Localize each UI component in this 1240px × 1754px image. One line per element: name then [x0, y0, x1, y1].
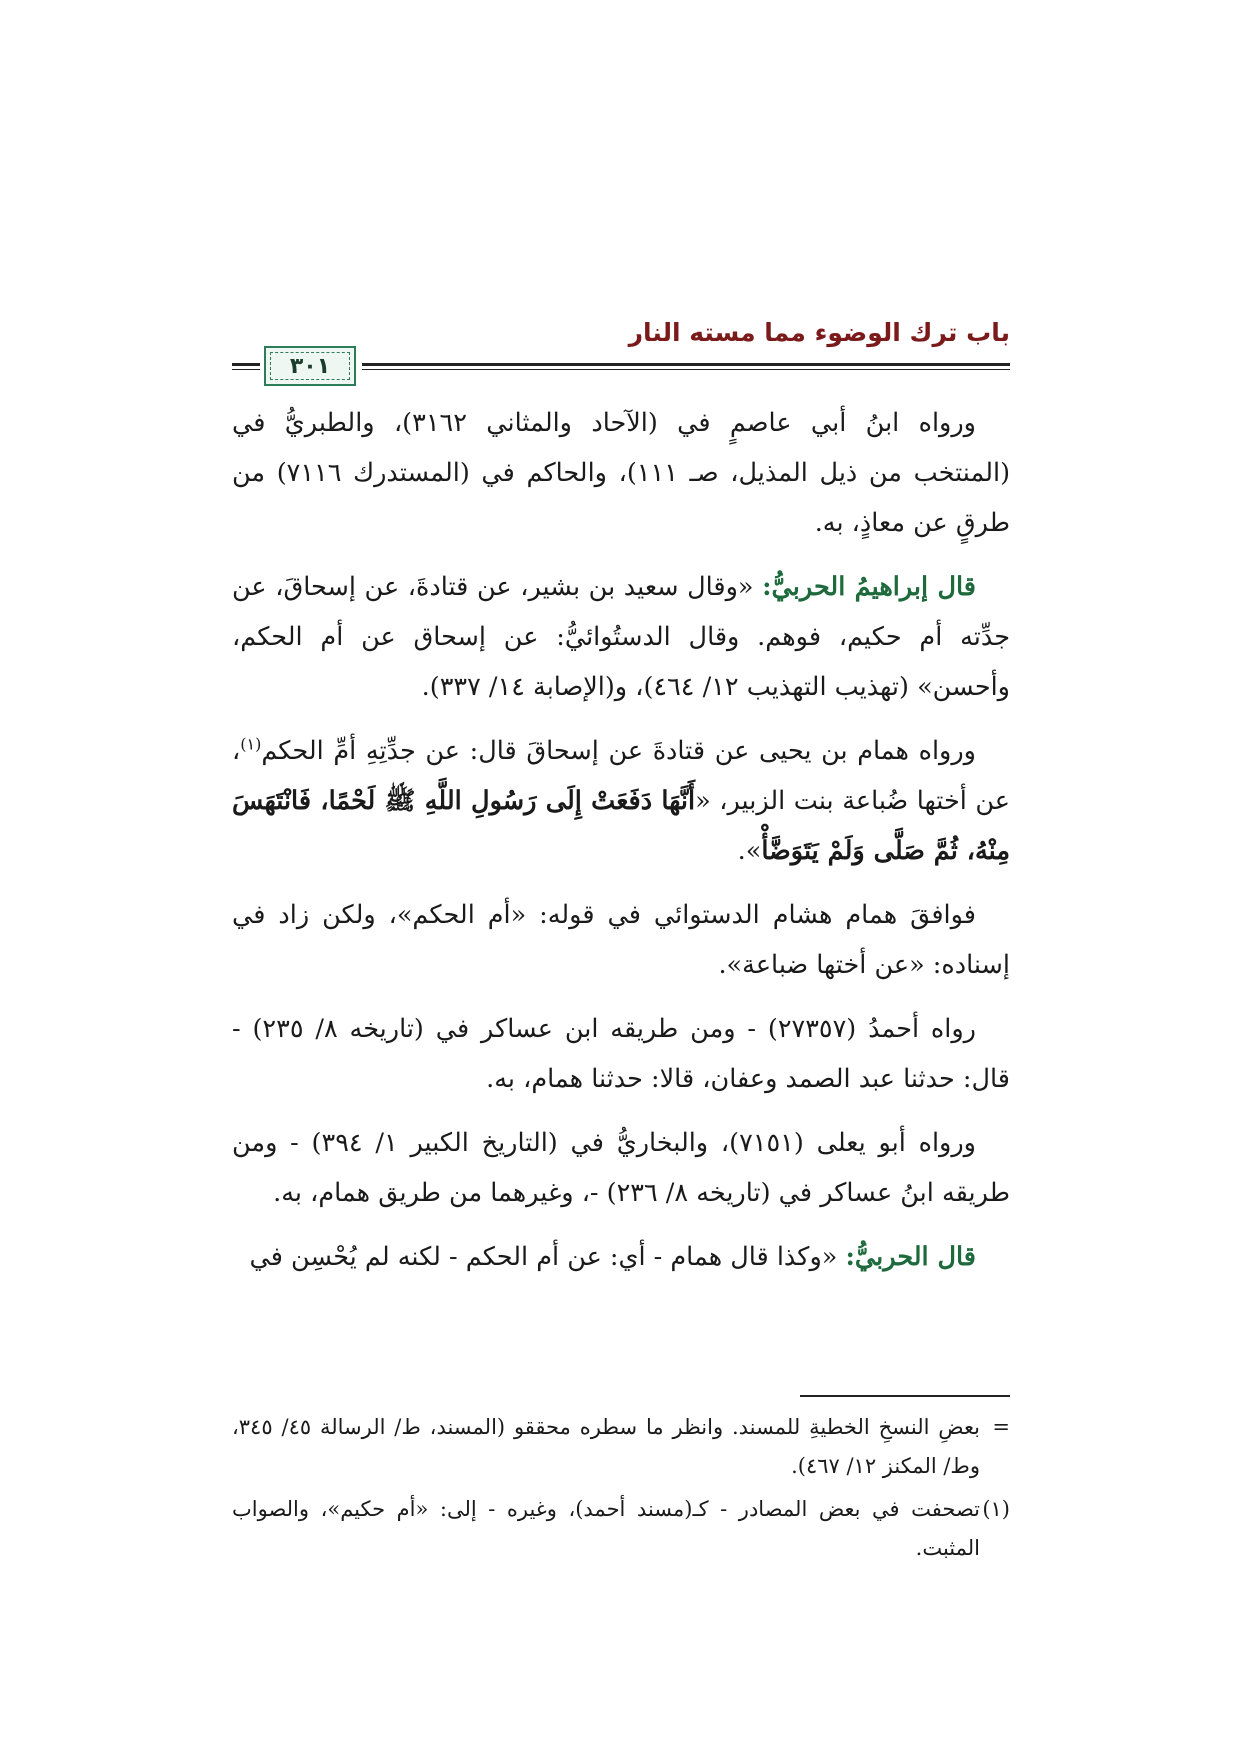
header-rule-thin: [362, 369, 1010, 370]
page-number: ٣٠١: [289, 353, 331, 379]
footnote-1-mark: (١): [982, 1497, 1010, 1521]
paragraph-3-text-a: ورواه همام بن يحيى عن قتادةَ عن إسحاقَ قال: عن جدِّتِهِ أمِّ الحكم: [261, 736, 976, 766]
page-number-frame: [264, 346, 356, 386]
footnote-1-text: تصحفت في بعض المصادر - كـ(مسند أحمد)، وغيره - إلى: «أم حكيم»، والصواب المثبت.: [232, 1497, 980, 1560]
paragraph-3-text-c: ».: [737, 836, 762, 866]
paragraph-3-text-b: ، عن أختها ضُباعة بنت الزبير، «: [232, 736, 1010, 816]
header-rule-left-thick: [232, 363, 260, 366]
paragraph-7: [232, 1232, 1010, 1282]
body-text: [232, 398, 1010, 1296]
header-rule-left-thin: [232, 369, 260, 370]
header-rule-thick: [362, 363, 1010, 366]
footnote-continued-mark: =: [992, 1415, 1010, 1439]
speaker-label-2: قال الحربيُّ:: [845, 1242, 976, 1272]
paragraph-2-text: «وقال سعيد بن بشير، عن قتادةَ، عن إسحاقَ، عن جدِّته أم حكيم، فوهم. وقال الدستُوائيُّ: عن إسحاق عن أم الحكم، وأحسن» (تهذيب التهذيب ١٢/ ٤٦٤)، و(الإصابة ١٤/ ٣٣٧).: [232, 572, 1010, 702]
speaker-label: قال إبراهيمُ الحربيُّ:: [762, 572, 976, 602]
footnotes: [232, 1408, 1010, 1572]
paragraph-3: [232, 726, 1010, 876]
hadith-text: أَنَّهَا دَفَعَتْ إِلَى رَسُولِ اللَّهِ ﷺ لَحْمًا، فَانْتَهَسَ مِنْهُ، ثُمَّ صَلَّى وَلَمْ يَتَوَضَّأْ: [232, 786, 1010, 866]
chapter-title: باب ترك الوضوء مما مسته النار: [628, 318, 1010, 347]
paragraph-5: رواه أحمدُ (٢٧٣٥٧) - ومن طريقه ابن عساكر في (تاريخه ٨/ ٢٣٥) - قال: حدثنا عبد الصمد وعفان، قالا: حدثنا همام، به.: [232, 1014, 1010, 1094]
footnote-continued-text: بعضِ النسخِ الخطيةِ للمسند. وانظر ما سطره محققو (المسند، ط/ الرسالة ٤٥/ ٣٤٥، وط/ المكنز ١٢/ ٤٦٧).: [232, 1415, 980, 1478]
footnote-continued: [232, 1408, 1010, 1486]
paragraph-6: ورواه أبو يعلى (٧١٥١)، والبخاريُّ في (التاريخ الكبير ١/ ٣٩٤) - ومن طريقه ابنُ عساكر في (تاريخه ٨/ ٢٣٦) -، وغيرهما من طريق همام، به.: [232, 1128, 1010, 1208]
footnote-separator: [800, 1395, 1010, 1397]
page-header: [232, 318, 1010, 388]
paragraph-1: ورواه ابنُ أبي عاصمٍ في (الآحاد والمثاني ٣١٦٢)، والطبريُّ في (المنتخب من ذيل المذيل، صـ ١١١)، والحاكم في (المستدرك ٧١١٦) من طرقٍ عن معاذٍ، به.: [232, 408, 1011, 538]
footnote-1: [232, 1490, 1010, 1568]
paragraph-4: فوافقَ همام هشام الدستوائي في قوله: «أم الحكم»، ولكن زاد في إسناده: «عن أختها ضباعة».: [232, 900, 1010, 980]
paragraph-2: [232, 562, 1010, 712]
paragraph-7-text: «وكذا قال همام - أي: عن أم الحكم - لكنه لم يُحْسِن في: [249, 1242, 846, 1272]
footnote-ref-1[interactable]: (١): [240, 734, 262, 754]
